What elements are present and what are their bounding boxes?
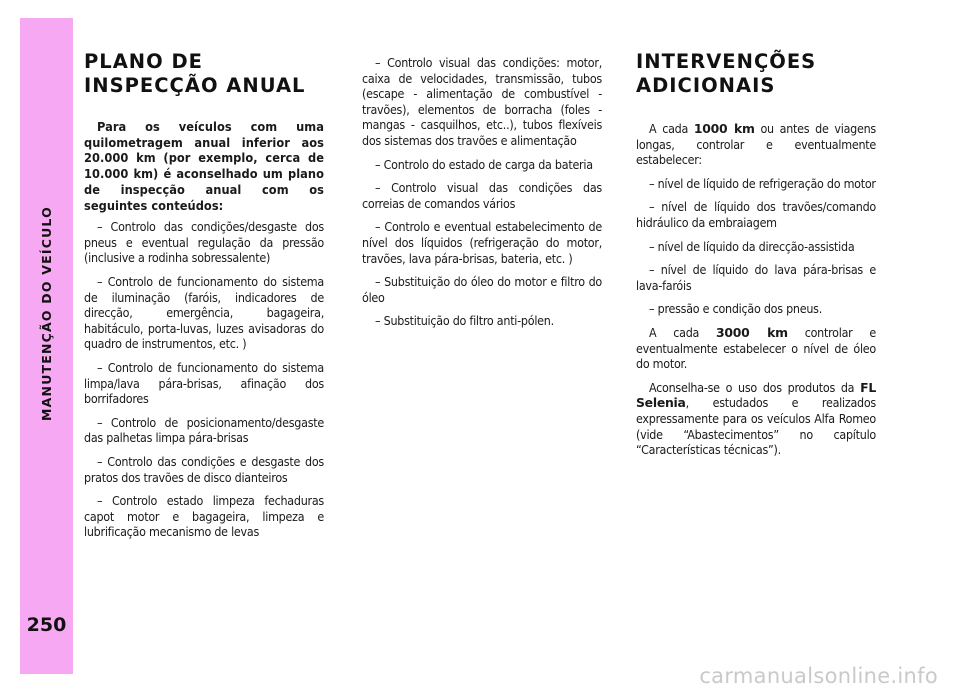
additional-item: – nível de líquido do lava pára-brisas e lava-faróis xyxy=(636,262,876,293)
annual-plan-item: – Controlo e eventual estabelecimento de nível dos líquidos (refrigeração do motor, travões, lava pára-brisas, bateria, etc. ) xyxy=(362,219,602,266)
annual-plan-item: – Substituição do óleo do motor e filtro do óleo xyxy=(362,274,602,305)
annual-plan-item: – Controlo visual das condições: motor, caixa de velocidades, transmissão, tubos (escape - alimentação de combustível - travões), elementos de borracha (foles - mangas - casquilhos, etc..), tubos flexíveis dos sistemas dos travões e alimentação xyxy=(362,55,602,148)
additional-heading-line-2: ADICIONAIS xyxy=(636,74,776,97)
p2-pre: A cada xyxy=(649,324,717,340)
column-1 xyxy=(84,50,324,548)
p2-bold: 3000 km xyxy=(716,324,788,340)
additional-heading-line-1: INTERVENÇÕES xyxy=(636,50,817,73)
p1-bold: 1000 km xyxy=(693,121,755,136)
additional-item: – nível de líquido de refrigeração do motor xyxy=(649,175,876,191)
annual-plan-item: – Controlo do estado de carga da bateria xyxy=(375,156,593,172)
annual-plan-heading-line-1: PLANO DE xyxy=(84,50,204,73)
annual-plan-intro: Para os veículos com uma quilometragem anual inferior aos 20.000 km (por exemplo, cerca de 10.000 km) é aconselhado um plano de inspecção anual com os seguintes conteúdos: xyxy=(84,119,324,213)
annual-plan-item: – Controlo de funcionamento do sistema limpa/lava pára-brisas, afinação dos borrifadores xyxy=(84,359,324,407)
p3-post: , estudados e realizados expressamente para os veículos Alfa Romeo (vide “Abastecimentos” no capítulo “Características técnicas”). xyxy=(636,395,876,458)
p3-bold: FL Selenia xyxy=(636,379,876,411)
annual-plan-item: – Controlo das condições/desgaste dos pneus e eventual regulação da pressão (inclusive a rodinha sobressalente) xyxy=(84,219,324,266)
annual-plan-item: – Controlo estado limpeza fechaduras capot motor e bagageira, limpeza e lubrificação mecanismo de levas xyxy=(84,493,324,540)
column-2 xyxy=(362,55,602,337)
additional-item: – nível de líquido dos travões/comando hidráulico da embraiagem xyxy=(636,199,876,230)
column-3 xyxy=(636,50,876,466)
p2-post: controlar e eventualmente estabelecer o nível de óleo do motor. xyxy=(636,324,876,372)
annual-plan-heading xyxy=(84,50,324,98)
annual-plan-item: – Controlo de posicionamento/desgaste das palhetas limpa pára-brisas xyxy=(84,414,324,446)
annual-plan-item: – Substituição do filtro anti-pólen. xyxy=(375,313,554,329)
annual-plan-item: – Controlo de funcionamento do sistema de iluminação (faróis, indicadores de direcção, emergência, bagageira, habitáculo, porta-luvas, luzes avisadoras do quadro de instrumentos, etc. ) xyxy=(84,274,324,352)
additional-paragraph-2 xyxy=(636,325,876,372)
additional-paragraph-1 xyxy=(636,121,876,168)
watermark: carmanualsonline.info xyxy=(699,664,938,688)
annual-plan-heading-line-2: INSPECÇÃO ANUAL xyxy=(84,74,306,97)
annual-plan-item: – Controlo visual das condições das correias de comandos vários xyxy=(362,180,602,211)
p3-pre: Aconselha-se o uso dos produtos da xyxy=(649,379,861,395)
p1-post: ou antes de viagens longas, controlar e eventualmente estabelecer: xyxy=(636,121,876,168)
additional-item: – pressão e condição dos pneus. xyxy=(649,301,822,317)
section-title-text: MANUTENÇÃO DO VEÍCULO xyxy=(38,205,54,421)
p1-pre: A cada xyxy=(649,121,694,136)
section-title-vertical xyxy=(26,18,66,608)
additional-heading xyxy=(636,50,876,98)
additional-paragraph-3 xyxy=(636,380,876,458)
page-number: 250 xyxy=(26,614,67,636)
additional-item: – nível de líquido da direcção-assistida xyxy=(649,238,855,254)
annual-plan-item: – Controlo das condições e desgaste dos pratos dos travões de disco dianteiros xyxy=(84,453,324,485)
